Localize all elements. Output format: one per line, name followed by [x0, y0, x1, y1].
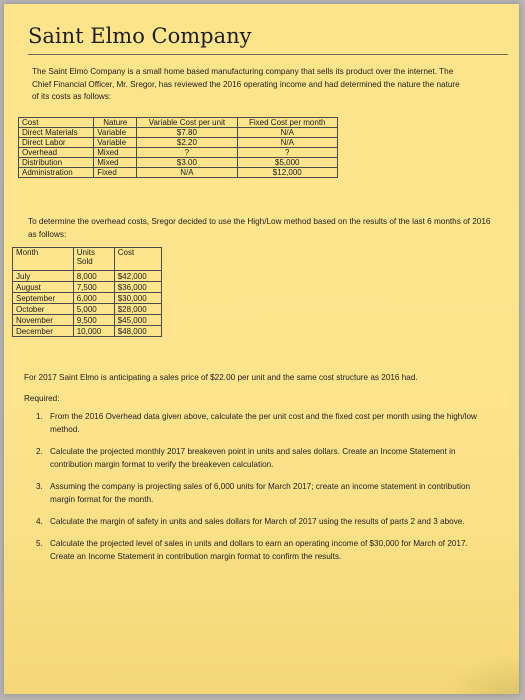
table-row [13, 271, 162, 282]
table-cell: N/A [137, 168, 237, 178]
table-cell: Distribution [19, 158, 94, 168]
question-text: Calculate the margin of safety in units and sales dollars for March of 2017 using the results of parts 2 and 3 above. [50, 517, 465, 526]
table-cell: December [13, 326, 74, 337]
table-row [19, 148, 338, 158]
table-row [19, 158, 338, 168]
table-row [19, 128, 338, 138]
question-number: 4. [36, 517, 43, 526]
list-item [36, 445, 491, 471]
table-cell: Mixed [94, 148, 137, 158]
table-cell: Variable [94, 138, 137, 148]
table-cell: 6,000 [73, 293, 114, 304]
table-cell: $3.00 [137, 158, 237, 168]
table-cell: ? [237, 148, 337, 158]
list-item [36, 410, 491, 436]
table-cell: Administration [19, 168, 94, 178]
question-number: 3. [36, 482, 43, 491]
column-header: Cost [114, 248, 161, 271]
table-cell: Direct Labor [19, 138, 94, 148]
table-cell: 9,500 [73, 315, 114, 326]
question-text: From the 2016 Overhead data given above, calculate the per unit cost and the fixed cost per month using the high/low method. [50, 412, 477, 434]
table-cell: October [13, 304, 74, 315]
column-header: Cost [19, 118, 94, 128]
table-cell: $7.80 [137, 128, 237, 138]
list-item [36, 515, 491, 528]
table-row [19, 138, 338, 148]
paper-shadow [439, 654, 519, 694]
table-cell: August [13, 282, 74, 293]
table-cell: 8,000 [73, 271, 114, 282]
table-cell: $2.20 [137, 138, 237, 148]
table-cell: $36,000 [114, 282, 161, 293]
table-cell: 7,500 [73, 282, 114, 293]
table-cell: $42,000 [114, 271, 161, 282]
list-item [36, 480, 491, 506]
table-row [13, 282, 162, 293]
column-header: Fixed Cost per month [237, 118, 337, 128]
anticipation-text: For 2017 Saint Elmo is anticipating a sales price of $22.00 per unit and the same cost structure as 2016 had. [24, 373, 418, 382]
column-header: Units Sold [73, 248, 114, 271]
table-row [13, 304, 162, 315]
list-item [36, 537, 491, 563]
document-title: Saint Elmo Company [28, 24, 252, 48]
table-cell: $45,000 [114, 315, 161, 326]
table-cell: N/A [237, 128, 337, 138]
table-header-row [19, 118, 338, 128]
table-cell: ? [137, 148, 237, 158]
table-row [13, 315, 162, 326]
cost-nature-table [18, 117, 338, 178]
question-text: Calculate the projected monthly 2017 breakeven point in units and sales dollars. Create an Income Statement in contribution margin format to verify the breakeven calculation. [50, 447, 456, 469]
table-cell: Overhead [19, 148, 94, 158]
table-cell: $30,000 [114, 293, 161, 304]
table-cell: July [13, 271, 74, 282]
table-cell: Variable [94, 128, 137, 138]
question-number: 5. [36, 539, 43, 548]
table-cell: $48,000 [114, 326, 161, 337]
column-header: Nature [94, 118, 137, 128]
question-number: 1. [36, 412, 43, 421]
column-header: Variable Cost per unit [137, 118, 237, 128]
table-row [13, 326, 162, 337]
title-divider [28, 54, 508, 55]
document-page [4, 4, 519, 694]
table-row [13, 293, 162, 304]
table-cell: November [13, 315, 74, 326]
questions-list [36, 410, 491, 563]
table-cell: Fixed [94, 168, 137, 178]
table-row [19, 168, 338, 178]
table-cell: Direct Materials [19, 128, 94, 138]
table-cell: $12,000 [237, 168, 337, 178]
question-number: 2. [36, 447, 43, 456]
question-text: Calculate the projected level of sales in units and dollars to earn an operating income of $30,000 for March of 2017. Create an Income Statement in contribution margin format to confirm the results. [50, 539, 468, 561]
question-text: Assuming the company is projecting sales of 6,000 units for March 2017; create an income statement in contribution margin format for the month. [50, 482, 471, 504]
overhead-intro: To determine the overhead costs, Sregor decided to use the High/Low method based on the results of the last 6 months of 2016 as follows: [28, 217, 491, 239]
intro-paragraph: The Saint Elmo Company is a small home based manufacturing company that sells its product over the internet. The Chief Financial Officer, Mr. Sregor, has reviewed the 2016 operating income and had determined the nature the nature of its costs as follows: [32, 67, 460, 101]
table-cell: September [13, 293, 74, 304]
table-header-row [13, 248, 162, 271]
table-cell: N/A [237, 138, 337, 148]
column-header: Month [13, 248, 74, 271]
table-cell: 10,000 [73, 326, 114, 337]
table-cell: $5,000 [237, 158, 337, 168]
required-label: Required: [24, 394, 60, 403]
table-cell: $28,000 [114, 304, 161, 315]
table-cell: 5,000 [73, 304, 114, 315]
table-cell: Mixed [94, 158, 137, 168]
overhead-table [12, 247, 162, 337]
